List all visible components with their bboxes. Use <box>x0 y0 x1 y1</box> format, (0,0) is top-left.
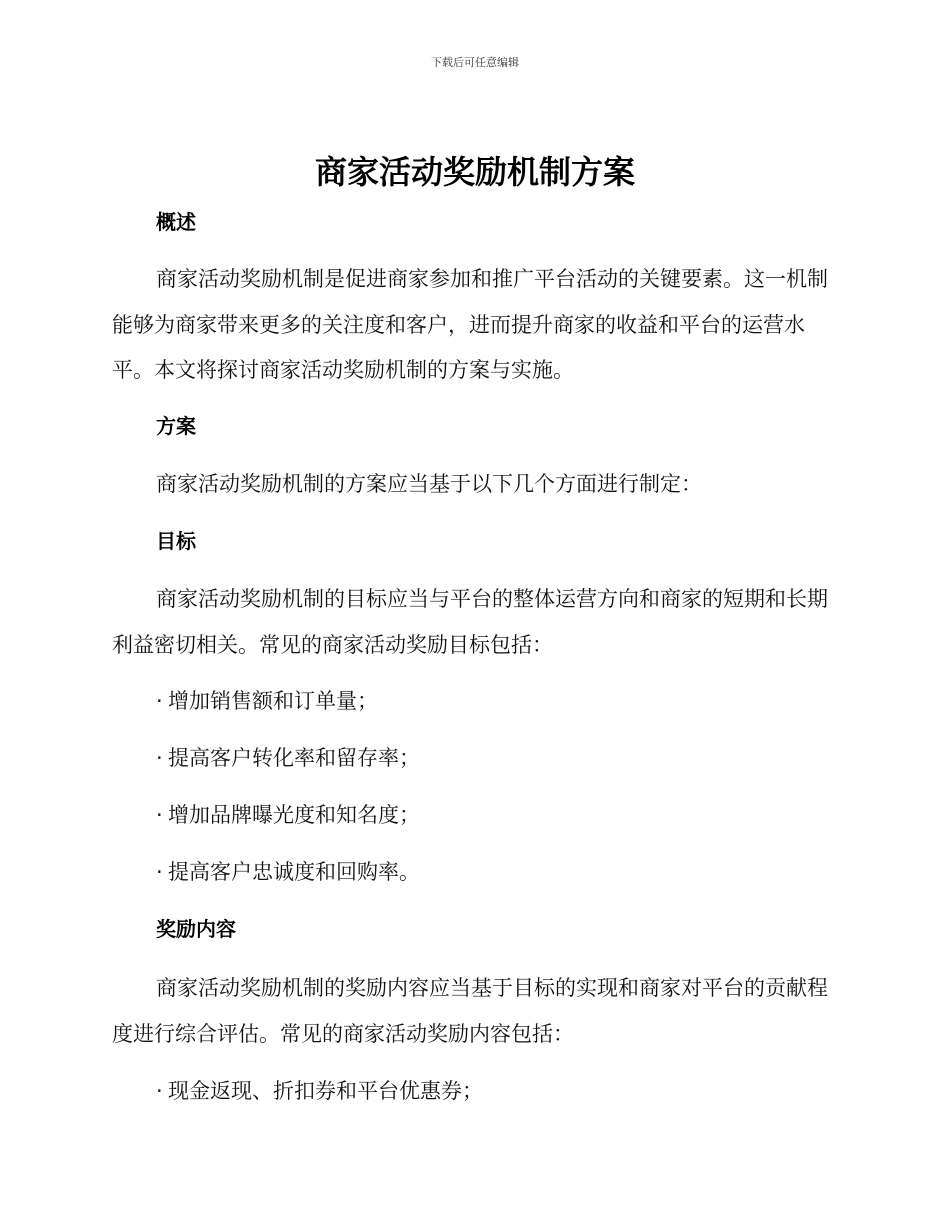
list-item <box>112 800 878 830</box>
section-heading-overview: 概述 <box>156 210 196 234</box>
goals-paragraph: 商家活动奖励机制的目标应当与平台的整体运营方向和商家的短期和长期利益密切相关。常见的商家活动奖励目标包括： <box>112 587 828 657</box>
section-heading-goals: 目标 <box>156 529 196 553</box>
list-item-text: 增加品牌曝光度和知名度； <box>168 803 420 827</box>
document-title: 商家活动奖励机制方案 <box>314 153 635 191</box>
section-heading-plan: 方案 <box>156 414 196 438</box>
list-item <box>112 857 878 887</box>
list-item-text: 提高客户忠诚度和回购率。 <box>168 860 420 884</box>
bullet-dot: · <box>156 746 163 770</box>
list-item <box>112 686 878 716</box>
list-item-text: 增加销售额和订单量； <box>168 689 378 713</box>
list-item-text: 现金返现、折扣券和平台优惠券； <box>168 1079 483 1103</box>
bullet-dot: · <box>156 1079 163 1103</box>
list-item <box>112 743 878 773</box>
header-note: 下载后可任意编辑 <box>431 56 519 69</box>
list-item <box>112 1076 878 1106</box>
list-item-text: 提高客户转化率和留存率； <box>168 746 420 770</box>
bullet-dot: · <box>156 860 163 884</box>
bullet-dot: · <box>156 689 163 713</box>
plan-paragraph: 商家活动奖励机制的方案应当基于以下几个方面进行制定： <box>156 472 702 496</box>
overview-paragraph: 商家活动奖励机制是促进商家参加和推广平台活动的关键要素。这一机制能够为商家带来更多的关注度和客户，进而提升商家的收益和平台的运营水平。本文将探讨商家活动奖励机制的方案与实施。 <box>112 267 828 382</box>
rewards-paragraph: 商家活动奖励机制的奖励内容应当基于目标的实现和商家对平台的贡献程度进行综合评估。常见的商家活动奖励内容包括： <box>112 976 828 1046</box>
bullet-dot: · <box>156 803 163 827</box>
section-heading-rewards: 奖励内容 <box>156 917 236 941</box>
